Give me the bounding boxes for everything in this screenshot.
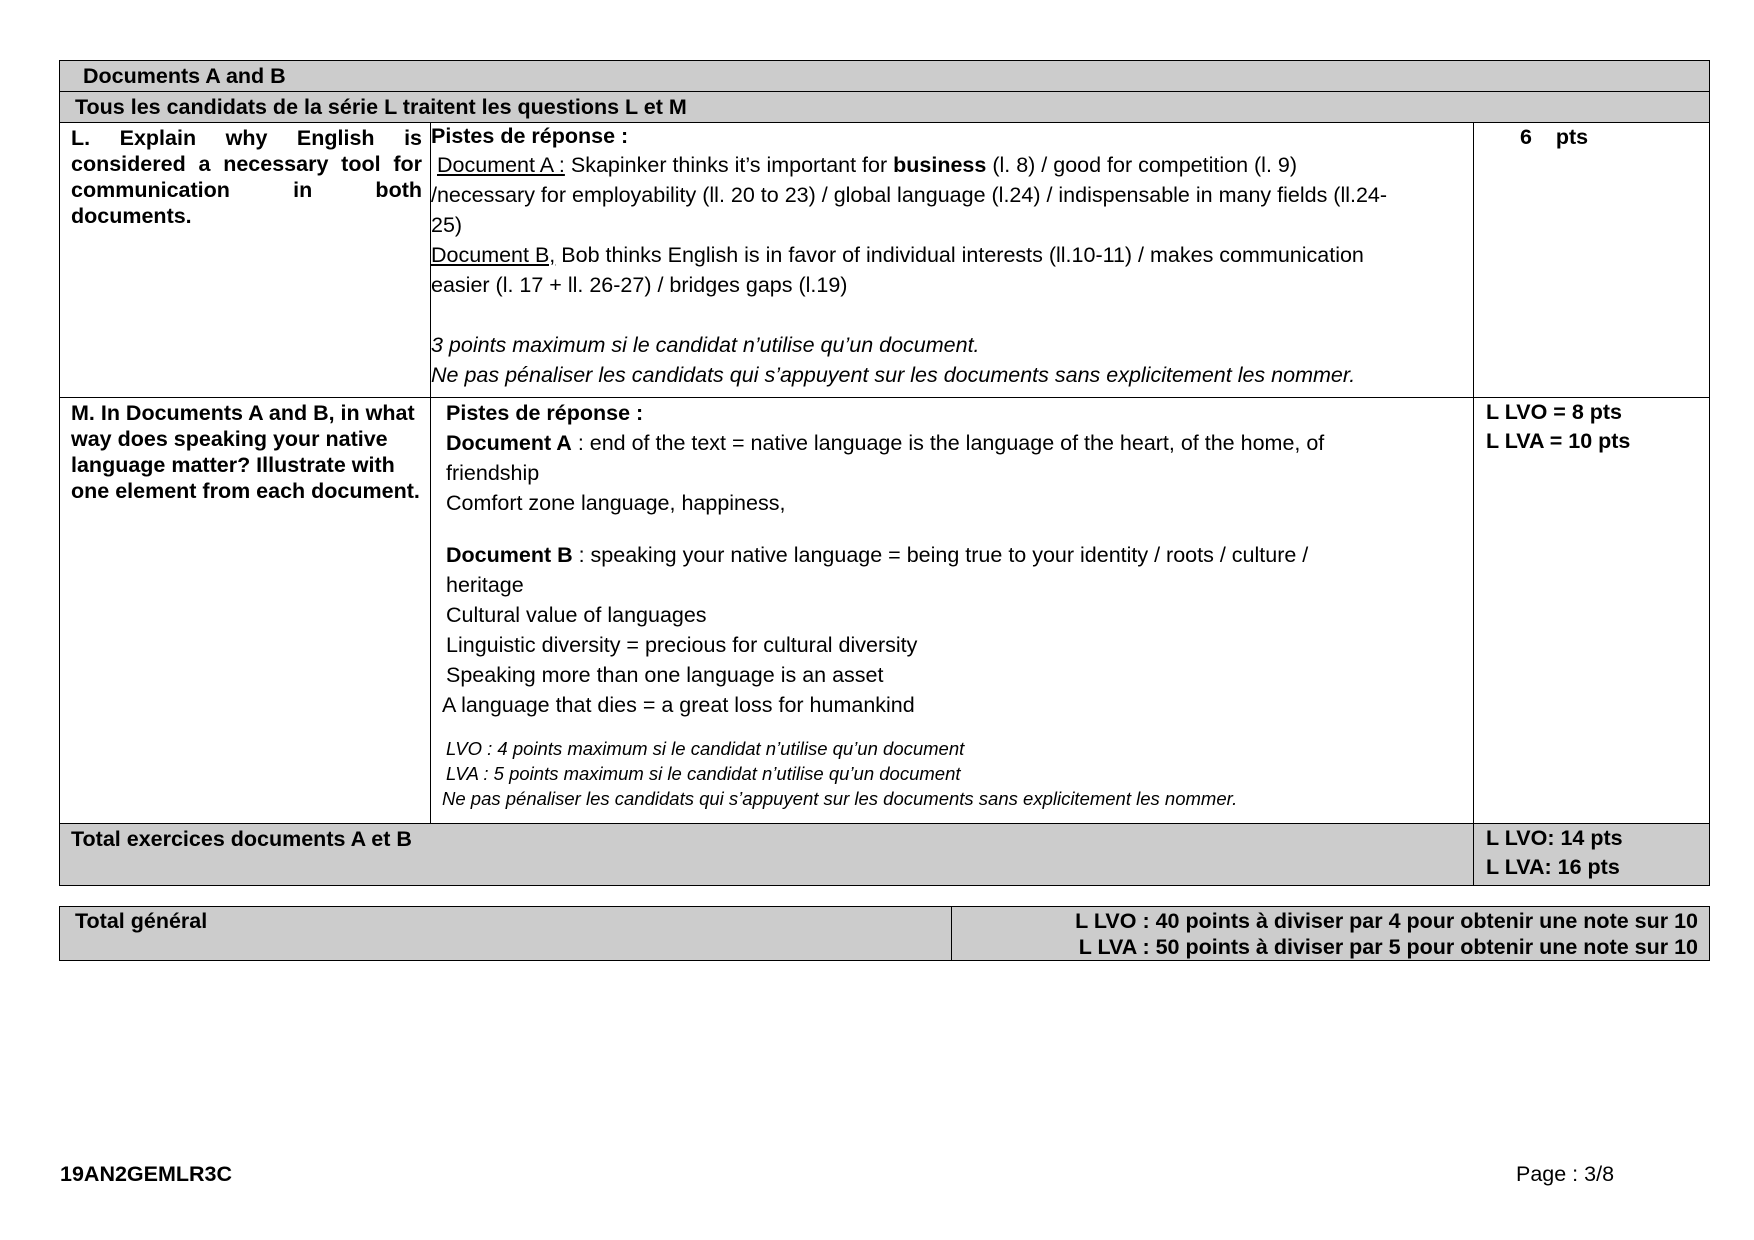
total-lva: L LVA: 16 pts: [1486, 855, 1620, 879]
question-m-cell: [60, 398, 431, 824]
question-l-answers: [431, 123, 1474, 398]
doc-b-line-1: Document B, Bob thinks English is in favor of individual interests (ll.10-11) / makes communication: [431, 243, 1364, 267]
total-exercises-row: [60, 824, 1710, 886]
general-total-lvo: L LVO : 40 points à diviser par 4 pour obtenir une note sur 10: [1075, 909, 1698, 933]
document-code: 19AN2GEMLR3C: [60, 1162, 233, 1186]
general-total-label: Total général: [75, 909, 208, 933]
question-m-row: [60, 398, 1710, 824]
question-l-points: 6 pts: [1474, 123, 1710, 398]
points-lvo: L LVO = 8 pts: [1486, 400, 1623, 424]
m-doc-a-line-3: Comfort zone language, happiness,: [446, 491, 786, 515]
general-total-table: [59, 906, 1710, 961]
note-lvo: LVO : 4 points maximum si le candidat n’utilise qu’un document: [446, 738, 965, 759]
note-no-penalty: Ne pas pénaliser les candidats qui s’appuyent sur les documents sans explicitement les nommer.: [431, 363, 1356, 387]
question-m-text: M. In Documents A and B, in what way does speaking your native language matter? Illustrate with one element from each document.: [71, 401, 420, 503]
m-doc-b-label: Document B: [446, 543, 573, 567]
question-l-row: [60, 123, 1710, 398]
question-m-answers: [431, 398, 1474, 824]
doc-b-label: Document B,: [431, 243, 556, 267]
question-l-cell: [60, 123, 431, 398]
points-lva: L LVA = 10 pts: [1486, 429, 1631, 453]
note-one-document: 3 points maximum si le candidat n’utilise qu’un document.: [431, 333, 980, 357]
general-total-label-cell: [60, 907, 952, 961]
documents-title: Documents A and B: [83, 64, 286, 88]
note-no-penalty-m: Ne pas pénaliser les candidats qui s’appuyent sur les documents sans explicitement les nommer.: [442, 788, 1238, 809]
doc-b-line-2: easier (l. 17 + ll. 26-27) / bridges gaps (l.19): [431, 273, 848, 297]
instructions-text: Tous les candidats de la série L traitent les questions L et M: [75, 95, 687, 119]
m-doc-a-line-2: friendship: [446, 461, 540, 485]
m-doc-a-line-1: Document A : end of the text = native language is the language of the heart, of the home, of: [446, 431, 1325, 455]
doc-a-line-2: /necessary for employability (ll. 20 to 23) / global language (l.24) / indispensable in many fields (ll.24-: [431, 183, 1388, 207]
m-doc-b-line-1: Document B : speaking your native language = being true to your identity / roots / culture /: [446, 543, 1309, 567]
general-total-lva: L LVA : 50 points à diviser par 5 pour obtenir une note sur 10: [1078, 935, 1698, 959]
doc-a-line-3: 25): [431, 213, 463, 237]
m-doc-b-line-5: Speaking more than one language is an asset: [446, 663, 884, 687]
general-total-row: [60, 907, 1710, 961]
m-doc-b-line-2: heritage: [446, 573, 524, 597]
m-doc-b-line-3: Cultural value of languages: [446, 603, 707, 627]
doc-a-line-1: Document A : Skapinker thinks it’s important for business (l. 8) / good for competition (l. 9): [437, 153, 1298, 177]
documents-header-row: [60, 61, 1710, 92]
m-doc-b-line-4: Linguistic diversity = precious for cultural diversity: [446, 633, 918, 657]
note-lva: LVA : 5 points maximum si le candidat n’utilise qu’un document: [446, 763, 961, 784]
question-m-points: [1474, 398, 1710, 824]
total-lvo: L LVO: 14 pts: [1486, 826, 1623, 850]
m-doc-a-label: Document A: [446, 431, 572, 455]
instructions-row: [60, 92, 1710, 123]
total-exercises-label: Total exercices documents A et B: [71, 827, 412, 851]
answer-heading-m: Pistes de réponse :: [446, 401, 644, 425]
question-l-text: L. Explain why English is considered a necessary tool for communication in both documents.: [71, 126, 422, 228]
m-doc-b-line-6: A language that dies = a great loss for humankind: [442, 693, 915, 717]
business-keyword: business: [893, 153, 987, 177]
general-total-values: [952, 907, 1710, 961]
doc-a-label: Document A :: [437, 153, 565, 177]
total-exercises-points: [1474, 824, 1710, 886]
grading-table: [59, 60, 1710, 886]
answer-heading-l: Pistes de réponse :: [431, 124, 629, 148]
page-number: Page : 3/8: [1516, 1162, 1615, 1186]
total-exercises-label-cell: [60, 824, 1474, 886]
